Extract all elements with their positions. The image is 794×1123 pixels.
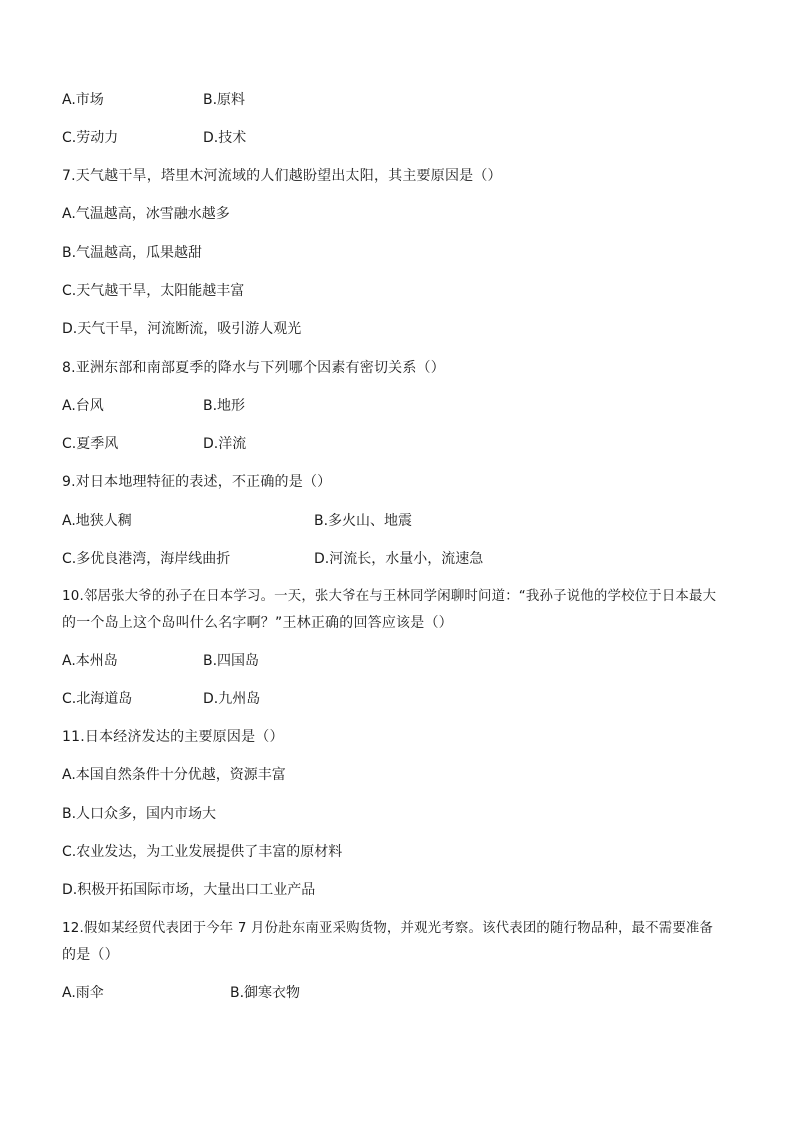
q10-options-row2 (62, 689, 742, 709)
q8-option-c: C.夏季风 (62, 436, 119, 452)
q11-option-d: D.积极开拓国际市场，大量出口工业产品 (62, 882, 316, 898)
q7-option-b: B.气温越高，瓜果越甜 (62, 245, 203, 261)
q7-option-a: A.气温越高，冰雪融水越多 (62, 206, 230, 222)
q10-option-a: A.本州岛 (62, 653, 118, 669)
q12-options-row1 (62, 983, 742, 1003)
q12-option-b: B.御寒衣物 (230, 985, 301, 1001)
q6-option-a: A.市场 (62, 92, 104, 108)
q9-option-c: C.多优良港湾，海岸线曲折 (62, 551, 231, 567)
q8-option-b: B.地形 (203, 398, 246, 414)
q6-option-b: B.原料 (203, 92, 246, 108)
q12-option-a: A.雨伞 (62, 985, 104, 1001)
q6-option-d: D.技术 (203, 130, 247, 146)
q9-option-a: A.地狭人稠 (62, 513, 132, 529)
q12-stem-line1: 12.假如某经贸代表团于今年 7 月份赴东南亚采购货物，并观光考察。该代表团的随行物品种，最不需要准备 (62, 921, 714, 936)
q9-options-row1 (62, 511, 742, 531)
q10-option-d: D.九州岛 (203, 691, 261, 707)
q12-stem-line2: 的是（） (62, 947, 119, 963)
q8-option-d: D.洋流 (203, 436, 247, 452)
q8-options-row1 (62, 396, 742, 416)
q6-options-row1 (62, 90, 742, 110)
q10-options-row1 (62, 651, 742, 671)
q9-option-d: D.河流长，水量小，流速急 (314, 551, 484, 567)
q11-option-c: C.农业发达，为工业发展提供了丰富的原材料 (62, 844, 343, 860)
q7-option-d: D.天气干旱，河流断流，吸引游人观光 (62, 321, 302, 337)
q7-option-c: C.天气越干旱，太阳能越丰富 (62, 283, 245, 299)
q11-option-b: B.人口众多，国内市场大 (62, 806, 217, 822)
q6-options-row2 (62, 128, 742, 148)
q10-stem-line2: 的一个岛上这个岛叫什么名字啊？”王林正确的回答应该是（） (62, 615, 453, 631)
q7-stem: 7.天气越干旱，塔里木河流域的人们越盼望出太阳，其主要原因是（） (62, 168, 502, 184)
q11-option-a: A.本国自然条件十分优越，资源丰富 (62, 767, 286, 783)
q10-option-b: B.四国岛 (203, 653, 260, 669)
q10-stem-line1: 10.邻居张大爷的孙子在日本学习。一天，张大爷在与王林同学闲聊时问道：“我孙子说他的学校位于日本最大 (62, 589, 717, 604)
q6-option-c: C.劳动力 (62, 130, 119, 146)
q9-options-row2 (62, 549, 742, 569)
q8-option-a: A.台风 (62, 398, 104, 414)
q8-options-row2 (62, 434, 742, 454)
q8-stem: 8.亚洲东部和南部夏季的降水与下列哪个因素有密切关系（） (62, 360, 445, 376)
q9-option-b: B.多火山、地震 (314, 513, 413, 529)
q10-option-c: C.北海道岛 (62, 691, 133, 707)
q11-stem: 11.日本经济发达的主要原因是（） (62, 729, 284, 745)
q9-stem: 9.对日本地理特征的表述，不正确的是（） (62, 474, 332, 490)
